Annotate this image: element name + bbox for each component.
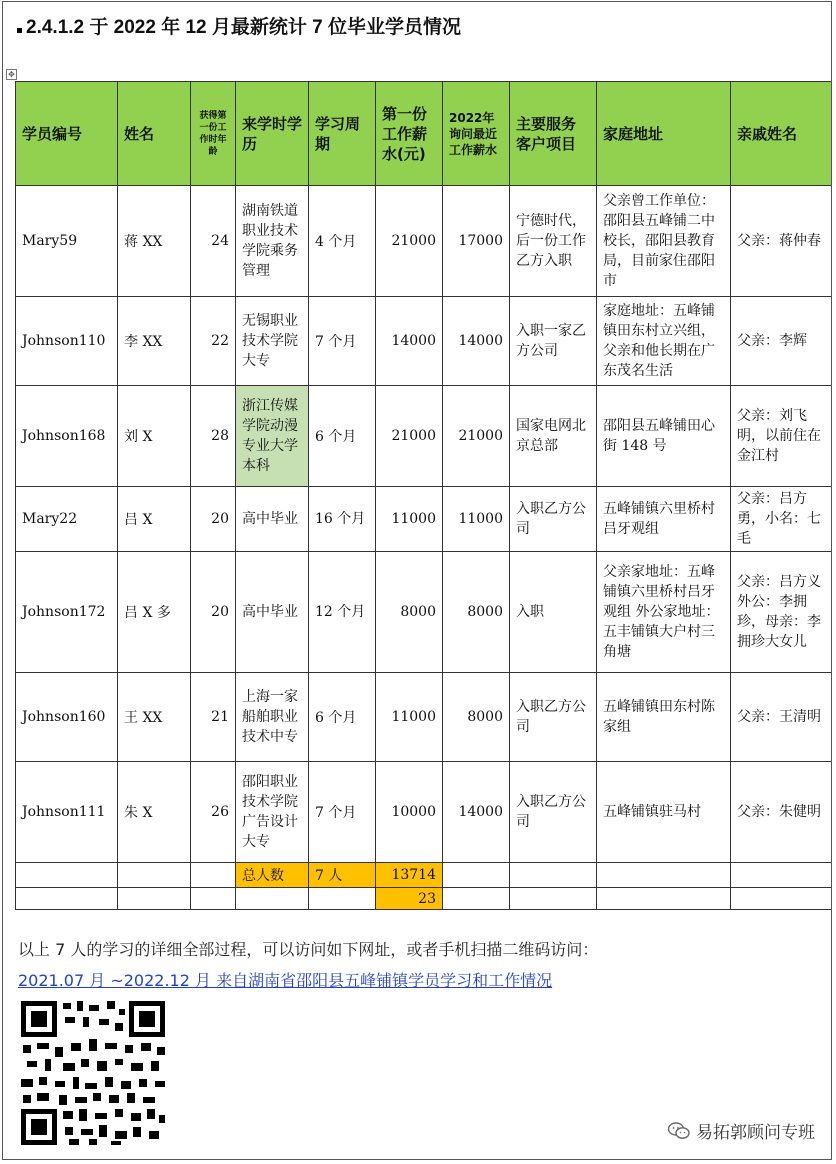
cell-age: 22 — [191, 297, 236, 386]
cell-id: Johnson172 — [16, 552, 118, 673]
header-latest-salary: 2022年询问最近工作薪水 — [443, 82, 510, 186]
header-relative: 亲戚姓名 — [731, 82, 833, 186]
table-header-row — [16, 82, 833, 186]
cell-client: 入职乙方公司 — [510, 487, 597, 552]
cell-address: 父亲家地址：五峰铺镇六里桥村吕牙观组 外公家地址：五丰铺镇大户村三角塘 — [597, 552, 731, 673]
cell-latest-salary: 11000 — [443, 487, 510, 552]
header-client: 主要服务客户项目 — [510, 82, 597, 186]
cell-latest-salary: 8000 — [443, 552, 510, 673]
cell-period: 7 个月 — [309, 762, 376, 863]
cell-age: 26 — [191, 762, 236, 863]
table-row — [16, 186, 833, 297]
cell-address: 五峰铺镇田东村陈家组 — [597, 673, 731, 762]
cell-education: 湖南铁道职业技术学院乘务管理 — [236, 186, 309, 297]
cell-id: Johnson111 — [16, 762, 118, 863]
total-count: 7 人 — [309, 863, 376, 888]
header-address: 家庭地址 — [597, 82, 731, 186]
cell-first-salary: 11000 — [376, 673, 443, 762]
cell-first-salary: 11000 — [376, 487, 443, 552]
cell-period: 4 个月 — [309, 186, 376, 297]
heading-text: 2.4.1.2 于 2022 年 12 月最新统计 7 位毕业学员情况 — [26, 17, 462, 38]
cell-education: 高中毕业 — [236, 487, 309, 552]
cell-first-salary: 21000 — [376, 186, 443, 297]
access-paragraph: 以上 7 人的学习的详细全部过程，可以访问如下网址，或者手机扫描二维码访问： — [18, 940, 599, 959]
wechat-icon — [668, 1122, 690, 1140]
cell-name: 刘 X — [118, 386, 191, 487]
header-age: 获得第一份工作时年龄 — [191, 82, 236, 186]
cell-id: Mary59 — [16, 186, 118, 297]
cell-period: 16 个月 — [309, 487, 376, 552]
cell-name: 王 XX — [118, 673, 191, 762]
average-age: 23 — [376, 888, 443, 910]
summary-row — [16, 888, 833, 910]
cell-latest-salary: 17000 — [443, 186, 510, 297]
cell-client: 入职 — [510, 552, 597, 673]
average-first-salary: 13714 — [376, 863, 443, 888]
cell-id: Johnson160 — [16, 673, 118, 762]
cell-name: 朱 X — [118, 762, 191, 863]
cell-education: 浙江传媒学院动漫专业大学本科 — [236, 386, 309, 487]
report-link[interactable]: 2021.07 月 ~2022.12 月 来自湖南省邵阳县五峰铺镇学员学习和工作情况 — [18, 971, 553, 990]
cell-period: 12 个月 — [309, 552, 376, 673]
total-label: 总人数 — [236, 863, 309, 888]
cell-latest-salary: 14000 — [443, 297, 510, 386]
cell-client: 宁德时代，后一份工作乙方入职 — [510, 186, 597, 297]
table-row — [16, 762, 833, 863]
header-name: 姓名 — [118, 82, 191, 186]
brand-name: 易拓郭顾问专班 — [696, 1123, 815, 1143]
cell-address: 家庭地址：五峰铺镇田东村立兴组，父亲和他长期在广东茂名生活 — [597, 297, 731, 386]
cell-period: 6 个月 — [309, 673, 376, 762]
cell-education: 高中毕业 — [236, 552, 309, 673]
cell-age: 21 — [191, 673, 236, 762]
cell-relative: 父亲：朱健明 — [731, 762, 833, 863]
table-row — [16, 386, 833, 487]
header-education: 来学时学历 — [236, 82, 309, 186]
table-move-handle-icon[interactable]: ✥ — [6, 69, 17, 80]
cell-age: 28 — [191, 386, 236, 487]
cell-period: 6 个月 — [309, 386, 376, 487]
cell-age: 24 — [191, 186, 236, 297]
cell-latest-salary: 21000 — [443, 386, 510, 487]
cell-first-salary: 14000 — [376, 297, 443, 386]
table-row — [16, 552, 833, 673]
cell-client: 入职乙方公司 — [510, 673, 597, 762]
cell-first-salary: 8000 — [376, 552, 443, 673]
table-row — [16, 673, 833, 762]
cell-first-salary: 21000 — [376, 386, 443, 487]
cell-latest-salary: 8000 — [443, 673, 510, 762]
cell-address: 五峰铺镇驻马村 — [597, 762, 731, 863]
cell-education: 邵阳职业技术学院广告设计大专 — [236, 762, 309, 863]
cell-address: 父亲曾工作单位：邵阳县五峰铺二中校长，邵阳县教育局，目前家住邵阳市 — [597, 186, 731, 297]
qr-code-icon — [19, 999, 167, 1147]
cell-relative: 父亲：吕方勇，小名：七毛 — [731, 487, 833, 552]
cell-education: 无锡职业技术学院大专 — [236, 297, 309, 386]
cell-id: Mary22 — [16, 487, 118, 552]
cell-id: Johnson110 — [16, 297, 118, 386]
table-row — [16, 487, 833, 552]
cell-relative: 父亲：蒋仲春 — [731, 186, 833, 297]
cell-client: 入职乙方公司 — [510, 762, 597, 863]
heading-marker — [17, 28, 22, 33]
cell-relative: 父亲：王清明 — [731, 673, 833, 762]
header-first-salary: 第一份工作薪水(元) — [376, 82, 443, 186]
section-heading — [17, 12, 461, 39]
cell-client: 国家电网北京总部 — [510, 386, 597, 487]
cell-age: 20 — [191, 487, 236, 552]
cell-name: 吕 X 多 — [118, 552, 191, 673]
cell-relative: 父亲：刘飞明，以前住在金江村 — [731, 386, 833, 487]
cell-name: 李 XX — [118, 297, 191, 386]
document-page — [2, 1, 832, 1160]
cell-address: 邵阳县五峰铺田心街 148 号 — [597, 386, 731, 487]
header-id: 学员编号 — [16, 82, 118, 186]
cell-address: 五峰铺镇六里桥村吕牙观组 — [597, 487, 731, 552]
header-period: 学习周期 — [309, 82, 376, 186]
cell-relative: 父亲：李辉 — [731, 297, 833, 386]
cell-latest-salary: 14000 — [443, 762, 510, 863]
cell-period: 7 个月 — [309, 297, 376, 386]
cell-first-salary: 10000 — [376, 762, 443, 863]
table-row — [16, 297, 833, 386]
cell-name: 吕 X — [118, 487, 191, 552]
cell-age: 20 — [191, 552, 236, 673]
cell-id: Johnson168 — [16, 386, 118, 487]
cell-relative: 父亲：吕方义 外公：李拥珍，母亲：李拥珍大女儿 — [731, 552, 833, 673]
summary-row — [16, 863, 833, 888]
brand-watermark — [668, 1118, 815, 1143]
cell-education: 上海一家船舶职业技术中专 — [236, 673, 309, 762]
graduate-table — [15, 81, 832, 910]
cell-client: 入职一家乙方公司 — [510, 297, 597, 386]
cell-name: 蒋 XX — [118, 186, 191, 297]
